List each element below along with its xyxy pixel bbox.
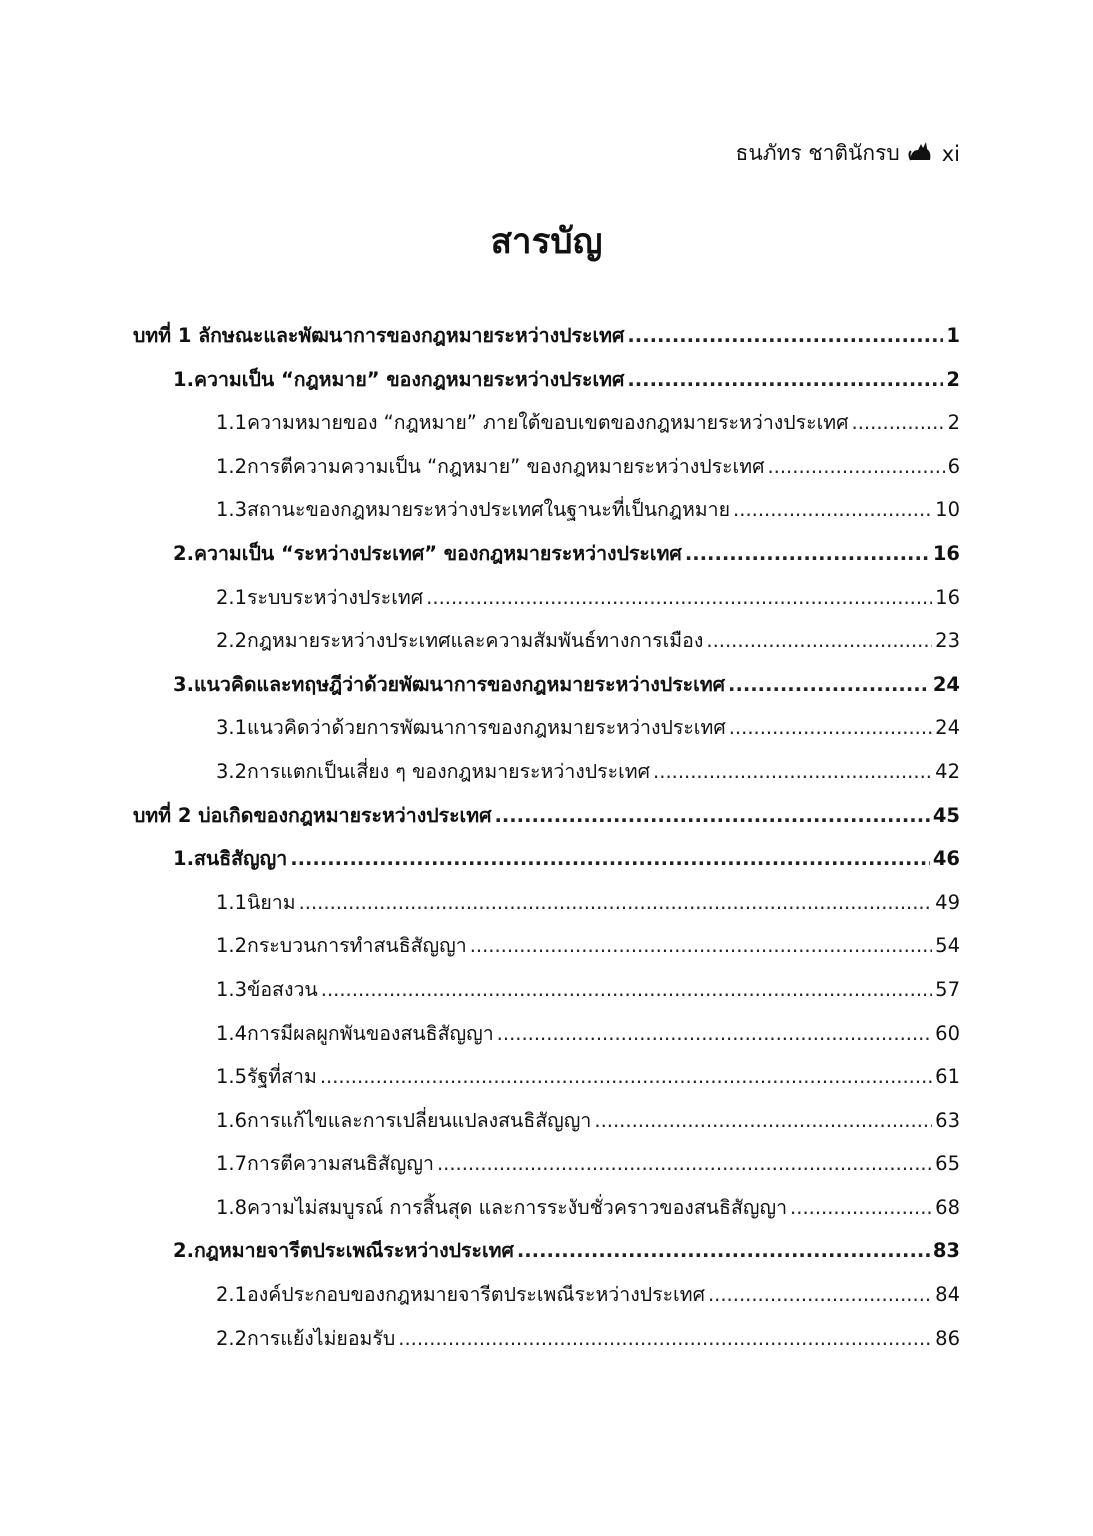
toc-entry-page: 16 — [932, 541, 960, 565]
dot-leader — [852, 411, 945, 434]
toc-entry-page: 2 — [946, 367, 960, 391]
toc-entry-page: 24 — [935, 716, 960, 740]
toc-entry-title: แนวคิดว่าด้วยการพัฒนาการของกฎหมายระหว่างประเทศ — [247, 716, 726, 740]
toc-entry-title: การแย้งไม่ยอมรับ — [247, 1326, 396, 1350]
toc-entry-number: 1.2 — [216, 934, 248, 958]
toc-entry-page: 65 — [935, 1152, 960, 1176]
toc-entry-title: บทที่ 2 บ่อเกิดของกฎหมายระหว่างประเทศ — [133, 803, 492, 827]
dot-leader — [321, 978, 932, 1001]
toc-entry[interactable] — [133, 800, 960, 844]
toc-entry-title: กระบวนการทำสนธิสัญญา — [247, 934, 467, 958]
toc-entry[interactable] — [133, 364, 960, 408]
toc-entry[interactable] — [133, 538, 960, 582]
toc-entry-number: 1.3 — [216, 977, 248, 1001]
toc-entry-title: ความหมายของ “กฎหมาย” ภายใต้ขอบเขตของกฎหมายระหว่างประเทศ — [247, 411, 849, 435]
table-of-contents — [133, 320, 960, 1366]
toc-entry-title: สนธิสัญญา — [193, 847, 288, 871]
toc-entry[interactable] — [133, 582, 960, 626]
toc-entry-page: 6 — [947, 454, 960, 478]
toc-entry-page: 86 — [935, 1326, 960, 1350]
toc-entry-title: การแตกเป็นเสี่ยง ๆ ของกฎหมายระหว่างประเทศ — [247, 759, 651, 783]
toc-entry-page: 1 — [946, 324, 960, 347]
toc-entry-page: 60 — [935, 1021, 960, 1045]
dot-leader — [627, 368, 943, 391]
cat-icon — [908, 138, 934, 169]
author-name: ธนภัทร ชาตินักรบ — [735, 141, 900, 165]
toc-entry-page: 68 — [935, 1195, 960, 1219]
toc-entry-title: ข้อสงวน — [247, 977, 318, 1001]
dot-leader — [729, 716, 932, 739]
toc-entry-title: การมีผลผูกพันของสนธิสัญญา — [247, 1021, 494, 1045]
toc-entry-page: 10 — [935, 498, 960, 522]
dot-leader — [290, 847, 930, 870]
toc-entry-number: 2.2 — [216, 629, 248, 653]
toc-entry[interactable] — [133, 1148, 960, 1192]
toc-entry[interactable] — [133, 930, 960, 974]
dot-leader — [706, 629, 932, 652]
toc-entry-number: 1.2 — [216, 454, 248, 478]
toc-entry-number: 2.1 — [216, 1283, 248, 1307]
toc-entry[interactable] — [133, 1061, 960, 1105]
toc-entry-page: 46 — [932, 847, 960, 871]
toc-entry-page: 84 — [935, 1283, 960, 1307]
toc-entry-number: 1.1 — [216, 411, 248, 435]
toc-entry-number: 1.3 — [216, 498, 248, 522]
dot-leader — [398, 1327, 932, 1350]
dot-leader — [685, 542, 930, 565]
toc-entry-number: 2. — [173, 541, 194, 565]
toc-entry-number: 1.8 — [216, 1195, 248, 1219]
page-title: สารบัญ — [490, 222, 603, 262]
toc-entry-title: กฎหมายระหว่างประเทศและความสัมพันธ์ทางการเมือง — [247, 629, 704, 653]
dot-leader — [494, 804, 929, 827]
dot-leader — [320, 1065, 932, 1088]
toc-entry-page: 23 — [935, 629, 960, 653]
toc-entry-title: แนวคิดและทฤษฎีว่าด้วยพัฒนาการของกฎหมายระหว่างประเทศ — [193, 672, 726, 696]
toc-entry[interactable] — [133, 320, 960, 364]
toc-entry[interactable] — [133, 1105, 960, 1149]
toc-entry[interactable] — [133, 756, 960, 800]
toc-entry-page: 16 — [935, 585, 960, 609]
toc-entry[interactable] — [133, 1192, 960, 1236]
toc-entry-page: 63 — [935, 1108, 960, 1132]
toc-entry-page: 49 — [935, 890, 960, 914]
toc-entry-title: ความเป็น “ระหว่างประเทศ” ของกฎหมายระหว่างประเทศ — [193, 541, 682, 565]
toc-entry-page: 54 — [935, 934, 960, 958]
toc-entry-title: ความไม่สมบูรณ์ การสิ้นสุด และการระงับชั่วคราวของสนธิสัญญา — [247, 1195, 788, 1219]
dot-leader — [653, 760, 932, 783]
toc-entry-number: 2.1 — [216, 585, 248, 609]
dot-leader — [728, 673, 930, 696]
dot-leader — [733, 498, 932, 521]
toc-entry-number: 1.7 — [216, 1152, 248, 1176]
toc-entry-number: 1.6 — [216, 1108, 248, 1132]
dot-leader — [299, 891, 933, 914]
toc-entry-number: 1. — [173, 847, 194, 871]
toc-entry-title: กฎหมายจารีตประเพณีระหว่างประเทศ — [193, 1239, 514, 1263]
dot-leader — [790, 1196, 932, 1219]
toc-entry-title: การตีความความเป็น “กฎหมาย” ของกฎหมายระหว่างประเทศ — [247, 454, 765, 478]
toc-entry-title: องค์ประกอบของกฎหมายจารีตประเพณีระหว่างประเทศ — [247, 1283, 705, 1307]
toc-entry-page: 83 — [932, 1239, 960, 1263]
toc-entry-title: ระบบระหว่างประเทศ — [247, 585, 424, 609]
toc-entry[interactable] — [133, 1018, 960, 1062]
toc-entry-page: 45 — [932, 803, 960, 827]
toc-entry-number: 2.2 — [216, 1326, 248, 1350]
dot-leader — [708, 1283, 932, 1306]
toc-entry-title: นิยาม — [247, 890, 296, 914]
dot-leader — [497, 1022, 933, 1045]
dot-leader — [594, 1109, 932, 1132]
dot-leader — [767, 455, 944, 478]
toc-entry-page: 61 — [935, 1065, 960, 1089]
toc-entry-number: 1.1 — [216, 890, 248, 914]
toc-entry[interactable] — [133, 843, 960, 887]
toc-entry-number: 1. — [173, 367, 194, 391]
toc-entry[interactable] — [133, 712, 960, 756]
toc-entry[interactable] — [133, 1235, 960, 1279]
toc-entry[interactable] — [133, 494, 960, 538]
toc-entry-number: 1.5 — [216, 1065, 248, 1089]
toc-entry[interactable] — [133, 625, 960, 669]
dot-leader — [470, 934, 932, 957]
dot-leader — [426, 586, 932, 609]
toc-entry-page: 2 — [947, 411, 960, 435]
toc-entry-page: 24 — [932, 672, 960, 696]
toc-entry-title: ความเป็น “กฎหมาย” ของกฎหมายระหว่างประเทศ — [193, 367, 625, 391]
toc-entry-page: 42 — [935, 759, 960, 783]
dot-leader — [517, 1239, 930, 1262]
toc-entry-number: 1.4 — [216, 1021, 248, 1045]
page-number-roman: xi — [941, 141, 960, 166]
toc-entry[interactable] — [133, 1323, 960, 1367]
toc-entry[interactable] — [133, 887, 960, 931]
toc-entry-number: 3. — [173, 672, 194, 696]
dot-leader — [437, 1152, 932, 1175]
toc-entry-number: 3.1 — [216, 716, 248, 740]
toc-entry-number: 3.2 — [216, 759, 248, 783]
running-head — [736, 137, 960, 170]
toc-entry-title: สถานะของกฎหมายระหว่างประเทศในฐานะที่เป็นกฎหมาย — [247, 498, 731, 522]
toc-entry-number: 2. — [173, 1239, 194, 1263]
toc-entry[interactable] — [133, 1279, 960, 1323]
toc-entry[interactable] — [133, 974, 960, 1018]
toc-entry[interactable] — [133, 669, 960, 713]
toc-entry-title: รัฐที่สาม — [247, 1065, 317, 1089]
toc-entry-title: การตีความสนธิสัญญา — [247, 1152, 434, 1176]
toc-entry-title: การแก้ไขและการเปลี่ยนแปลงสนธิสัญญา — [247, 1108, 592, 1132]
toc-entry[interactable] — [133, 407, 960, 451]
toc-entry-page: 57 — [935, 977, 960, 1001]
dot-leader — [627, 324, 943, 347]
toc-entry[interactable] — [133, 451, 960, 495]
toc-entry-title: บทที่ 1 ลักษณะและพัฒนาการของกฎหมายระหว่างประเทศ — [133, 324, 625, 347]
